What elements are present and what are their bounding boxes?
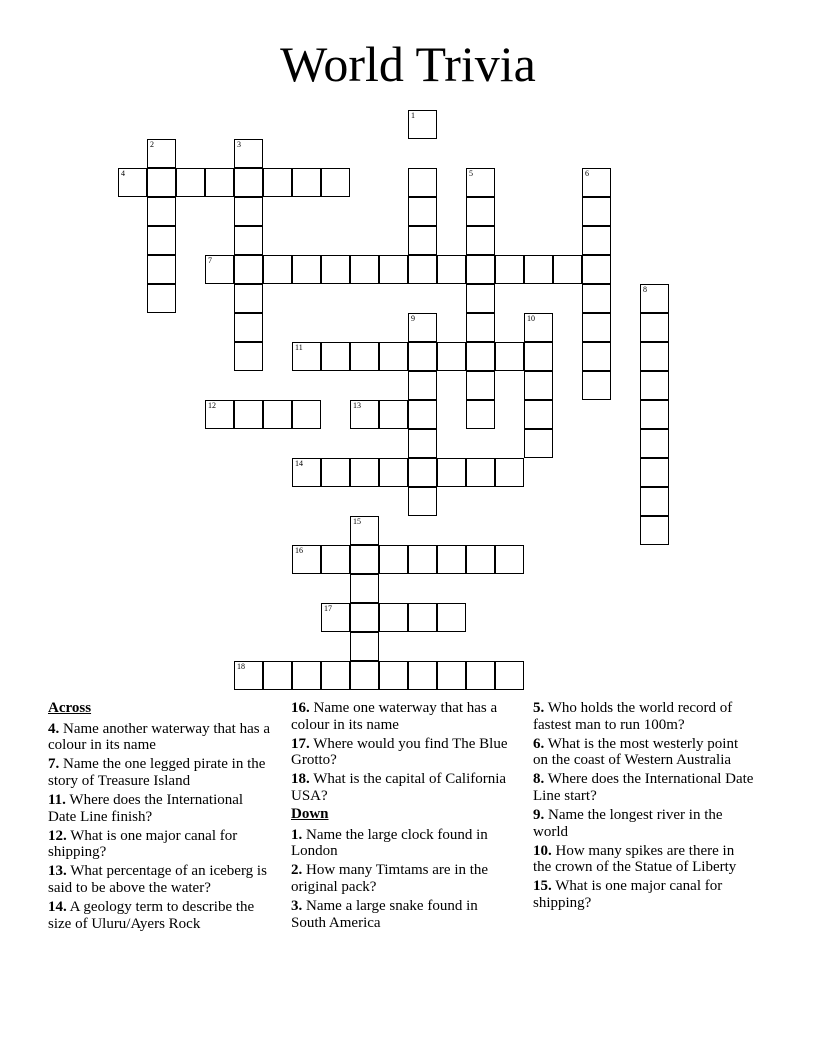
grid-cell[interactable] xyxy=(408,603,437,632)
grid-cell[interactable] xyxy=(466,226,495,255)
clue-number: 5 xyxy=(469,169,473,178)
clue xyxy=(48,828,270,861)
clue-text: Name the one legged pirate in the story of Treasure Island xyxy=(48,756,266,789)
grid-cell[interactable] xyxy=(582,313,611,342)
grid-cell[interactable] xyxy=(582,371,611,400)
clue-number: 17 xyxy=(324,604,332,613)
clues-column-2 xyxy=(291,700,513,934)
grid-cell[interactable] xyxy=(466,168,495,197)
clue-number: 11 xyxy=(295,343,303,352)
across-clue-list-continued xyxy=(291,700,513,805)
grid-cell[interactable] xyxy=(234,313,263,342)
grid-cell[interactable] xyxy=(234,197,263,226)
grid-cell[interactable] xyxy=(321,342,350,371)
clue-number: 18 xyxy=(237,662,245,671)
clue xyxy=(533,843,755,876)
grid-cell[interactable] xyxy=(292,255,321,284)
grid-cell[interactable] xyxy=(263,661,292,690)
grid-cell[interactable] xyxy=(379,661,408,690)
clue-number: 3. xyxy=(291,898,303,915)
clue-number: 10 xyxy=(527,314,535,323)
grid-cell[interactable] xyxy=(263,255,292,284)
grid-cell[interactable] xyxy=(437,603,466,632)
grid-cell[interactable] xyxy=(408,661,437,690)
grid-cell[interactable] xyxy=(234,226,263,255)
grid-cell[interactable] xyxy=(640,371,669,400)
clue-number: 1. xyxy=(291,826,303,843)
grid-cell[interactable] xyxy=(408,313,437,342)
grid-cell[interactable] xyxy=(437,255,466,284)
clue-number: 13. xyxy=(48,863,67,880)
grid-cell[interactable] xyxy=(437,342,466,371)
clue-text: A geology term to describe the size of Uluru/Ayers Rock xyxy=(48,899,255,932)
grid-cell[interactable] xyxy=(147,255,176,284)
clue xyxy=(48,863,270,896)
grid-cell[interactable] xyxy=(408,371,437,400)
grid-cell[interactable] xyxy=(321,545,350,574)
grid-cell[interactable] xyxy=(292,342,321,371)
clue-number: 13 xyxy=(353,401,361,410)
grid-cell[interactable] xyxy=(524,255,553,284)
clue-text: What percentage of an iceberg is said to be above the water? xyxy=(48,863,267,896)
clue-text: What is one major canal for shipping? xyxy=(48,827,238,861)
grid-cell[interactable] xyxy=(379,255,408,284)
grid-cell[interactable] xyxy=(350,400,379,429)
clue-number: 6. xyxy=(533,735,545,752)
clue-number: 9 xyxy=(411,314,415,323)
grid-cell[interactable] xyxy=(408,255,437,284)
grid-cell[interactable] xyxy=(582,255,611,284)
clue xyxy=(533,878,755,911)
grid-cell[interactable] xyxy=(205,255,234,284)
grid-cell[interactable] xyxy=(350,458,379,487)
clue-number: 12 xyxy=(208,401,216,410)
clue-number: 8 xyxy=(643,285,647,294)
down-clue-list-continued xyxy=(533,700,755,912)
grid-cell[interactable] xyxy=(234,400,263,429)
grid-cell[interactable] xyxy=(147,197,176,226)
grid-cell[interactable] xyxy=(379,545,408,574)
grid-cell[interactable] xyxy=(437,545,466,574)
clue xyxy=(291,771,513,804)
grid-cell[interactable] xyxy=(408,400,437,429)
clues-column-1 xyxy=(48,700,270,935)
clue-number: 16. xyxy=(291,700,310,716)
grid-cell[interactable] xyxy=(379,342,408,371)
grid-cell[interactable] xyxy=(466,255,495,284)
clue-number: 15. xyxy=(533,878,552,895)
grid-cell[interactable] xyxy=(582,168,611,197)
clue-text: Where does the International Date Line finish? xyxy=(48,791,244,825)
clue-number: 5. xyxy=(533,700,545,716)
clue xyxy=(48,899,270,932)
down-clue-list xyxy=(291,827,513,932)
across-heading: Across xyxy=(48,700,92,716)
clue-text: How many Timtams are in the original pack? xyxy=(291,862,489,895)
grid-cell[interactable] xyxy=(147,168,176,197)
grid-cell[interactable] xyxy=(350,661,379,690)
grid-cell[interactable] xyxy=(524,313,553,342)
grid-cell[interactable] xyxy=(147,226,176,255)
grid-cell[interactable] xyxy=(263,400,292,429)
grid-cell[interactable] xyxy=(234,139,263,168)
grid-cell[interactable] xyxy=(292,400,321,429)
grid-cell[interactable] xyxy=(437,661,466,690)
grid-cell[interactable] xyxy=(582,197,611,226)
grid-cell[interactable] xyxy=(640,487,669,516)
grid-cell[interactable] xyxy=(495,255,524,284)
clue-number: 16 xyxy=(295,546,303,555)
clue xyxy=(291,827,513,860)
grid-cell[interactable] xyxy=(524,400,553,429)
grid-cell[interactable] xyxy=(582,226,611,255)
grid-cell[interactable] xyxy=(408,226,437,255)
clue-number: 7 xyxy=(208,256,212,265)
grid-cell[interactable] xyxy=(408,110,437,139)
clue-number: 9. xyxy=(533,807,545,824)
grid-cell[interactable] xyxy=(321,255,350,284)
clue-number: 17. xyxy=(291,735,310,752)
clue xyxy=(291,862,513,895)
clue-text: Who holds the world record of fastest man to run 100m? xyxy=(533,700,733,733)
grid-cell[interactable] xyxy=(321,603,350,632)
grid-cell[interactable] xyxy=(176,168,205,197)
clue-text: Name the large clock found in London xyxy=(291,826,488,860)
clue-number: 14 xyxy=(295,459,303,468)
grid-cell[interactable] xyxy=(582,342,611,371)
grid-cell[interactable] xyxy=(408,487,437,516)
grid-cell[interactable] xyxy=(408,545,437,574)
clue-text: What is the most westerly point on the coast of Western Australia xyxy=(533,735,739,769)
grid-cell[interactable] xyxy=(466,458,495,487)
clue xyxy=(48,792,270,825)
clue-text: Name the longest river in the world xyxy=(533,807,723,840)
grid-cell[interactable] xyxy=(263,168,292,197)
grid-cell[interactable] xyxy=(205,400,234,429)
clue-text: What is the capital of California USA? xyxy=(291,771,507,804)
grid-cell[interactable] xyxy=(466,197,495,226)
clue xyxy=(48,756,270,789)
clue xyxy=(533,736,755,769)
grid-cell[interactable] xyxy=(321,458,350,487)
grid-cell[interactable] xyxy=(118,168,147,197)
grid-cell[interactable] xyxy=(524,429,553,458)
grid-cell[interactable] xyxy=(350,342,379,371)
page-title: World Trivia xyxy=(280,36,536,92)
grid-cell[interactable] xyxy=(408,197,437,226)
clue xyxy=(533,700,755,733)
grid-cell[interactable] xyxy=(640,400,669,429)
grid-cell[interactable] xyxy=(640,342,669,371)
clue-text: Name a large snake found in South America xyxy=(291,898,478,931)
grid-cell[interactable] xyxy=(147,284,176,313)
grid-cell[interactable] xyxy=(321,661,350,690)
grid-cell[interactable] xyxy=(495,545,524,574)
grid-cell[interactable] xyxy=(234,255,263,284)
clues-column-3 xyxy=(533,700,755,914)
grid-cell[interactable] xyxy=(524,371,553,400)
grid-cell[interactable] xyxy=(408,458,437,487)
grid-cell[interactable] xyxy=(292,545,321,574)
grid-cell[interactable] xyxy=(466,342,495,371)
grid-cell[interactable] xyxy=(379,400,408,429)
clue-number: 2 xyxy=(150,140,154,149)
grid-cell[interactable] xyxy=(640,313,669,342)
grid-cell[interactable] xyxy=(292,458,321,487)
clue-text: What is one major canal for shipping? xyxy=(533,878,723,912)
grid-cell[interactable] xyxy=(640,429,669,458)
grid-cell[interactable] xyxy=(292,661,321,690)
clue xyxy=(291,736,513,769)
clue-number: 14. xyxy=(48,899,67,916)
grid-cell[interactable] xyxy=(408,429,437,458)
clue-text: How many spikes are there in the crown of the Statue of Liberty xyxy=(533,842,737,876)
grid-cell[interactable] xyxy=(379,458,408,487)
grid-cell[interactable] xyxy=(350,603,379,632)
clue xyxy=(533,771,755,804)
grid-cell[interactable] xyxy=(234,342,263,371)
grid-cell[interactable] xyxy=(466,284,495,313)
grid-cell[interactable] xyxy=(408,168,437,197)
clue-number: 4. xyxy=(48,720,60,737)
grid-cell[interactable] xyxy=(495,661,524,690)
clue xyxy=(291,700,513,733)
clue-number: 7. xyxy=(48,756,60,773)
grid-cell[interactable] xyxy=(466,313,495,342)
clue xyxy=(48,721,270,754)
clue xyxy=(533,807,755,840)
grid-cell[interactable] xyxy=(640,284,669,313)
clue-number: 11. xyxy=(48,791,66,808)
grid-cell[interactable] xyxy=(437,458,466,487)
clue-number: 8. xyxy=(533,771,545,788)
grid-cell[interactable] xyxy=(495,342,524,371)
grid-cell[interactable] xyxy=(582,284,611,313)
clue-number: 4 xyxy=(121,169,125,178)
grid-cell[interactable] xyxy=(408,342,437,371)
grid-cell[interactable] xyxy=(350,255,379,284)
clue-number: 2. xyxy=(291,862,303,879)
clue-text: Where would you find The Blue Grotto? xyxy=(291,735,508,769)
grid-cell[interactable] xyxy=(147,139,176,168)
grid-cell[interactable] xyxy=(292,168,321,197)
grid-cell[interactable] xyxy=(466,400,495,429)
grid-cell[interactable] xyxy=(234,168,263,197)
grid-cell[interactable] xyxy=(234,284,263,313)
clue-number: 15 xyxy=(353,517,361,526)
grid-cell[interactable] xyxy=(640,458,669,487)
clue-number: 6 xyxy=(585,169,589,178)
clue-text: Name another waterway that has a colour in its name xyxy=(48,720,270,754)
clue-number: 10. xyxy=(533,842,552,859)
clue-number: 1 xyxy=(411,111,415,120)
clue-text: Where does the International Date Line start? xyxy=(533,771,754,804)
grid-cell[interactable] xyxy=(524,342,553,371)
clue xyxy=(291,898,513,931)
grid-cell[interactable] xyxy=(466,371,495,400)
grid-cell[interactable] xyxy=(205,168,234,197)
clue-text: Name one waterway that has a colour in its name xyxy=(291,700,498,733)
grid-cell[interactable] xyxy=(350,632,379,661)
grid-cell[interactable] xyxy=(466,661,495,690)
grid-cell[interactable] xyxy=(234,661,263,690)
grid-cell[interactable] xyxy=(466,545,495,574)
grid-cell[interactable] xyxy=(350,574,379,603)
down-heading: Down xyxy=(291,806,329,823)
grid-cell[interactable] xyxy=(553,255,582,284)
grid-cell[interactable] xyxy=(350,516,379,545)
grid-cell[interactable] xyxy=(321,168,350,197)
grid-cell[interactable] xyxy=(495,458,524,487)
clue-number: 3 xyxy=(237,140,241,149)
across-clue-list xyxy=(48,721,270,933)
clue-number: 18. xyxy=(291,771,310,788)
clue-number: 12. xyxy=(48,827,67,844)
grid-cell[interactable] xyxy=(350,545,379,574)
grid-cell[interactable] xyxy=(379,603,408,632)
grid-cell[interactable] xyxy=(640,516,669,545)
